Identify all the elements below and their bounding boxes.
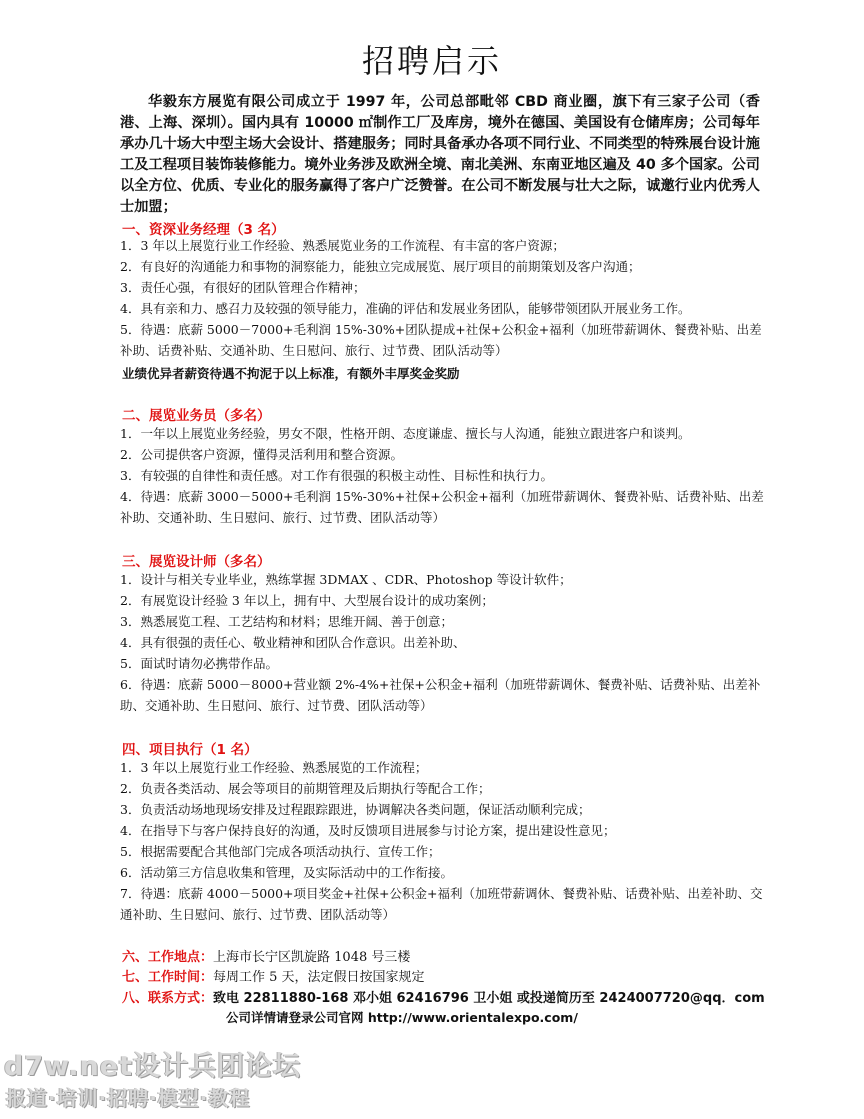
list-item: 2．公司提供客户资源，懂得灵活利用和整合资源。 <box>120 447 403 462</box>
company-intro: 华毅东方展览有限公司成立于 1997 年，公司总部毗邻 CBD 商业圈，旗下有三家子公司（香港、上海、深圳）。国内具有 10000 ㎡制作工厂及库房，境外在德国、美国设有仓储库房；公司每年承办几十场大中型主场大会设计、搭建服务；同时具备承办各项不同行业、不同类型的特殊展台设计施工及工程项目装饰装修能力。境外业务涉及欧洲全境、南北美洲、东南亚地区遍及 40 多个国家。公司以全方位、优质、专业化的服务赢得了客户广泛赞誉。在公司不断发展与壮大之际，诚邀行业内优秀人士加盟； <box>120 94 760 215</box>
section-title-senior-manager: 一、资深业务经理（3 名） <box>122 222 285 238</box>
list-item: 5．根据需要配合其他部门完成各项活动执行、宣传工作； <box>120 844 441 859</box>
work-location <box>122 946 410 965</box>
contact-label: 八、联系方式： <box>122 991 214 1006</box>
list-item: 6．活动第三方信息收集和管理，及实际活动中的工作衔接。 <box>120 865 453 880</box>
work-time <box>122 966 425 985</box>
section-title-designer: 三、展览设计师（多名） <box>122 554 271 570</box>
list-item: 4．具有很强的责任心、敬业精神和团队合作意识。出差补助、 <box>120 635 466 650</box>
section-title-project-executive: 四、项目执行（1 名） <box>122 742 258 758</box>
list-item: 3．熟悉展览工程、工艺结构和材料；思维开阔、善于创意； <box>120 614 453 629</box>
company-website: 公司详情请登录公司官网 http://www.orientalexpo.com/ <box>226 1010 578 1025</box>
list-item: 6．待遇：底薪 5000－8000+营业额 2%-4%+社保+公积金+福利（加班带薪调休、餐费补贴、话费补贴、出差补助、交通补助、生日慰问、旅行、过节费、团队活动等） <box>120 677 761 713</box>
list-item: 7．待遇：底薪 4000－5000+项目奖金+社保+公积金+福利（加班带薪调休、餐费补贴、话费补贴、出差补助、交通补助、生日慰问、旅行、过节费、团队活动等） <box>120 886 763 922</box>
list-item: 4．在指导下与客户保持良好的沟通，及时反馈项目进展参与讨论方案，提出建设性意见； <box>120 823 616 838</box>
work-location-label: 六、工作地点： <box>122 950 214 965</box>
list-item: 2．有展览设计经验 3 年以上，拥有中、大型展台设计的成功案例； <box>120 593 494 608</box>
watermark-site: d7w.net设计兵团论坛 <box>4 1051 302 1082</box>
contact-info <box>122 987 765 1006</box>
work-time-label: 七、工作时间： <box>122 970 214 985</box>
contact-value: 致电 22811880-168 邓小姐 62416796 卫小姐 或投递简历至 2424007720@qq．com <box>213 991 765 1006</box>
list-item: 1．3 年以上展览行业工作经验、熟悉展览业务的工作流程、有丰富的客户资源； <box>120 238 565 253</box>
list-item: 4．具有亲和力、感召力及较强的领导能力，准确的评估和发展业务团队，能够带领团队开展业务工作。 <box>120 301 691 316</box>
bonus-note: 业绩优异者薪资待遇不拘泥于以上标准，有额外丰厚奖金奖励 <box>122 366 460 381</box>
list-item: 4．待遇：底薪 3000－5000+毛利润 15%-30%+社保+公积金+福利（加班带薪调休、餐费补贴、话费补贴、出差补助、交通补助、生日慰问、旅行、过节费、团队活动等） <box>120 489 764 525</box>
list-item: 1．3 年以上展览行业工作经验、熟悉展览的工作流程； <box>120 760 428 775</box>
list-item: 3．负责活动场地现场安排及过程跟踪跟进，协调解决各类问题，保证活动顺利完成； <box>120 802 591 817</box>
section-title-sales: 二、展览业务员（多名） <box>122 408 271 424</box>
work-time-value: 每周工作 5 天，法定假日按国家规定 <box>213 970 425 985</box>
work-location-value: 上海市长宁区凯旋路 1048 号三楼 <box>213 950 411 965</box>
list-item: 3．责任心强，有很好的团队管理合作精神； <box>120 280 366 295</box>
list-item: 2．负责各类活动、展会等项目的前期管理及后期执行等配合工作； <box>120 781 491 796</box>
list-item: 5．待遇：底薪 5000－7000+毛利润 15%-30%+团队提成+社保+公积金+福利（加班带薪调休、餐费补贴、出差补助、话费补贴、交通补助、生日慰问、旅行、过节费、团队活动等） <box>120 322 762 358</box>
list-item: 3．有较强的自律性和责任感。对工作有很强的积极主动性、目标性和执行力。 <box>120 468 553 483</box>
watermark-tagline: 报道·培训·招聘·模型·教程 <box>6 1086 251 1110</box>
list-item: 1．设计与相关专业毕业，熟练掌握 3DMAX 、CDR、Photoshop 等设计软件； <box>120 572 572 587</box>
page-title: 招聘启示 <box>361 42 502 80</box>
list-item: 1．一年以上展览业务经验，男女不限，性格开朗、态度谦虚、擅长与人沟通，能独立跟进客户和谈判。 <box>120 426 691 441</box>
list-item: 2．有良好的沟通能力和事物的洞察能力，能独立完成展览、展厅项目的前期策划及客户沟通； <box>120 259 641 274</box>
list-item: 5．面试时请勿必携带作品。 <box>120 656 278 671</box>
